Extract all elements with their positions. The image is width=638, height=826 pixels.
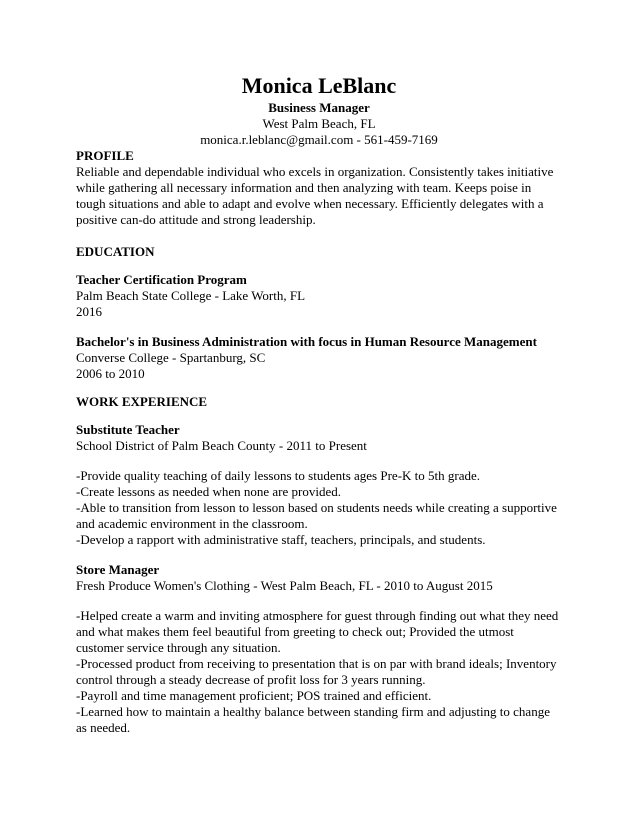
education-school: Converse College - Spartanburg, SC [76,350,266,365]
job-bullet: -Provide quality teaching of daily lessons to students ages Pre-K to 5th grade. [76,468,481,483]
education-heading: EDUCATION [76,244,155,259]
experience-heading: WORK EXPERIENCE [76,394,208,409]
job-bullet: -Able to transition from lesson to lesson based on students needs while creating a supportive and academic environment in the classroom. [76,500,557,531]
job-bullet: -Develop a rapport with administrative staff, teachers, principals, and students. [76,532,486,547]
resume-header [76,72,562,148]
education-school: Palm Beach State College - Lake Worth, FL [76,288,306,303]
job-bullet: -Processed product from receiving to presentation that is on par with brand ideals; Inventory control through a steady decrease of profit loss for 3 years running. [76,656,557,687]
job-role: Store Manager [76,562,160,577]
candidate-contact: monica.r.leblanc@gmail.com - 561-459-7169 [200,132,438,147]
job-bullet: -Create lessons as needed when none are provided. [76,484,341,499]
candidate-title: Business Manager [268,100,370,115]
resume-page [76,72,562,736]
profile-section [76,148,562,228]
education-degree: Teacher Certification Program [76,272,247,287]
profile-heading: PROFILE [76,148,134,163]
job-entry [76,422,562,548]
education-degree: Bachelor's in Business Administration with focus in Human Resource Management [76,334,537,349]
profile-body: Reliable and dependable individual who excels in organization. Consistently takes initiative while gathering all necessary information and then analyzing with team. Keeps poise in tough situations and able to adapt and evolve when necessary. Efficiently delegates with a positive can-do attitude and strong leadership. [76,164,554,227]
education-dates: 2006 to 2010 [76,366,145,381]
experience-section [76,394,562,736]
education-entry [76,272,562,320]
candidate-location: West Palm Beach, FL [262,116,376,131]
job-employer: Fresh Produce Women's Clothing - West Palm Beach, FL - 2010 to August 2015 [76,578,493,593]
job-entry [76,562,562,736]
job-bullet: -Learned how to maintain a healthy balance between standing firm and adjusting to change as needed. [76,704,550,735]
job-bullet: -Helped create a warm and inviting atmosphere for guest through finding out what they need and what makes them feel beautiful from greeting to check out; Provided the utmost customer service through any situation. [76,608,559,655]
job-bullet: -Payroll and time management proficient; POS trained and efficient. [76,688,432,703]
job-role: Substitute Teacher [76,422,180,437]
education-dates: 2016 [76,304,102,319]
education-entry [76,334,562,382]
candidate-name: Monica LeBlanc [241,73,397,98]
education-section [76,244,562,382]
job-employer: School District of Palm Beach County - 2011 to Present [76,438,367,453]
